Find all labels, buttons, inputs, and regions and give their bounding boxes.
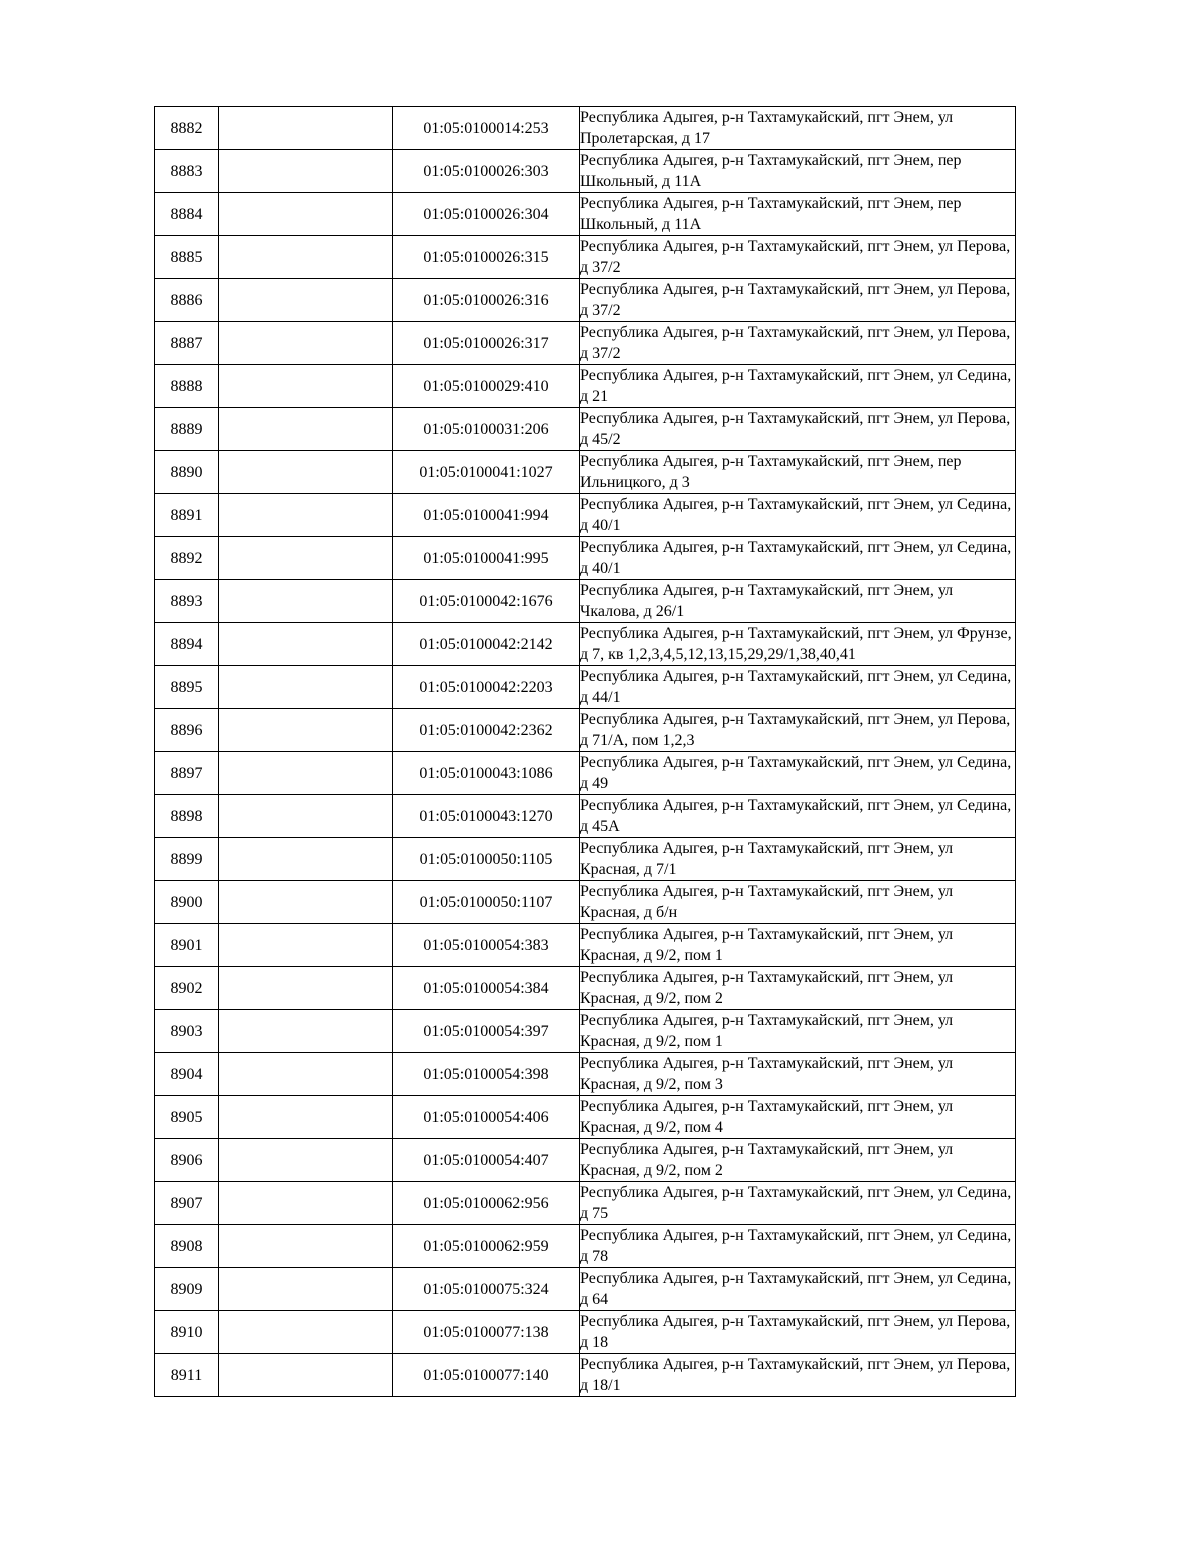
empty-cell xyxy=(219,838,393,881)
cadastral-number-cell: 01:05:0100054:407 xyxy=(393,1139,580,1182)
table-row xyxy=(155,451,1016,494)
table-row xyxy=(155,795,1016,838)
row-number-cell: 8899 xyxy=(155,838,219,881)
table-row xyxy=(155,279,1016,322)
address-cell: Республика Адыгея, р-н Тахтамукайский, пгт Энем, ул Чкалова, д 26/1 xyxy=(580,580,1016,623)
address-cell: Республика Адыгея, р-н Тахтамукайский, пгт Энем, ул Седина, д 45А xyxy=(580,795,1016,838)
table-row xyxy=(155,408,1016,451)
table-row xyxy=(155,623,1016,666)
table-row xyxy=(155,107,1016,150)
table-row xyxy=(155,666,1016,709)
cadastral-number-cell: 01:05:0100075:324 xyxy=(393,1268,580,1311)
table-row xyxy=(155,1354,1016,1397)
table-row xyxy=(155,709,1016,752)
cadastral-number-cell: 01:05:0100054:398 xyxy=(393,1053,580,1096)
table-row xyxy=(155,838,1016,881)
row-number-cell: 8889 xyxy=(155,408,219,451)
table-row xyxy=(155,537,1016,580)
empty-cell xyxy=(219,451,393,494)
row-number-cell: 8885 xyxy=(155,236,219,279)
address-cell: Республика Адыгея, р-н Тахтамукайский, пгт Энем, ул Седина, д 64 xyxy=(580,1268,1016,1311)
address-cell: Республика Адыгея, р-н Тахтамукайский, пгт Энем, ул Седина, д 75 xyxy=(580,1182,1016,1225)
row-number-cell: 8893 xyxy=(155,580,219,623)
address-cell: Республика Адыгея, р-н Тахтамукайский, пгт Энем, ул Красная, д 9/2, пом 1 xyxy=(580,1010,1016,1053)
row-number-cell: 8904 xyxy=(155,1053,219,1096)
cadastral-number-cell: 01:05:0100041:1027 xyxy=(393,451,580,494)
cadastral-number-cell: 01:05:0100042:1676 xyxy=(393,580,580,623)
cadastral-number-cell: 01:05:0100050:1105 xyxy=(393,838,580,881)
row-number-cell: 8907 xyxy=(155,1182,219,1225)
address-cell: Республика Адыгея, р-н Тахтамукайский, пгт Энем, ул Перова, д 18 xyxy=(580,1311,1016,1354)
row-number-cell: 8903 xyxy=(155,1010,219,1053)
row-number-cell: 8901 xyxy=(155,924,219,967)
row-number-cell: 8900 xyxy=(155,881,219,924)
row-number-cell: 8894 xyxy=(155,623,219,666)
table-row xyxy=(155,881,1016,924)
empty-cell xyxy=(219,1139,393,1182)
cadastral-number-cell: 01:05:0100014:253 xyxy=(393,107,580,150)
row-number-cell: 8884 xyxy=(155,193,219,236)
address-cell: Республика Адыгея, р-н Тахтамукайский, пгт Энем, ул Красная, д 7/1 xyxy=(580,838,1016,881)
cadastral-number-cell: 01:05:0100054:384 xyxy=(393,967,580,1010)
empty-cell xyxy=(219,1354,393,1397)
cadastral-number-cell: 01:05:0100026:317 xyxy=(393,322,580,365)
empty-cell xyxy=(219,494,393,537)
empty-cell xyxy=(219,1053,393,1096)
empty-cell xyxy=(219,709,393,752)
address-cell: Республика Адыгея, р-н Тахтамукайский, пгт Энем, ул Седина, д 44/1 xyxy=(580,666,1016,709)
row-number-cell: 8902 xyxy=(155,967,219,1010)
cadastral-number-cell: 01:05:0100041:994 xyxy=(393,494,580,537)
row-number-cell: 8908 xyxy=(155,1225,219,1268)
address-cell: Республика Адыгея, р-н Тахтамукайский, пгт Энем, ул Перова, д 18/1 xyxy=(580,1354,1016,1397)
cadastral-number-cell: 01:05:0100054:383 xyxy=(393,924,580,967)
cadastral-number-cell: 01:05:0100077:138 xyxy=(393,1311,580,1354)
address-cell: Республика Адыгея, р-н Тахтамукайский, пгт Энем, ул Красная, д 9/2, пом 1 xyxy=(580,924,1016,967)
table-row xyxy=(155,1010,1016,1053)
table-row xyxy=(155,1139,1016,1182)
cadastral-number-cell: 01:05:0100026:303 xyxy=(393,150,580,193)
address-cell: Республика Адыгея, р-н Тахтамукайский, пгт Энем, ул Седина, д 78 xyxy=(580,1225,1016,1268)
empty-cell xyxy=(219,752,393,795)
cadastral-number-cell: 01:05:0100031:206 xyxy=(393,408,580,451)
table-row xyxy=(155,322,1016,365)
empty-cell xyxy=(219,1268,393,1311)
empty-cell xyxy=(219,193,393,236)
table-row xyxy=(155,924,1016,967)
table-row xyxy=(155,1225,1016,1268)
empty-cell xyxy=(219,580,393,623)
address-cell: Республика Адыгея, р-н Тахтамукайский, пгт Энем, ул Фрунзе, д 7, кв 1,2,3,4,5,12,13,15,29,29/1,38,40,41 xyxy=(580,623,1016,666)
empty-cell xyxy=(219,1182,393,1225)
cadastral-number-cell: 01:05:0100041:995 xyxy=(393,537,580,580)
address-cell: Республика Адыгея, р-н Тахтамукайский, пгт Энем, ул Перова, д 37/2 xyxy=(580,322,1016,365)
row-number-cell: 8895 xyxy=(155,666,219,709)
empty-cell xyxy=(219,236,393,279)
row-number-cell: 8896 xyxy=(155,709,219,752)
address-cell: Республика Адыгея, р-н Тахтамукайский, пгт Энем, ул Красная, д 9/2, пом 4 xyxy=(580,1096,1016,1139)
table-row xyxy=(155,193,1016,236)
registry-table-body xyxy=(155,107,1016,1397)
address-cell: Республика Адыгея, р-н Тахтамукайский, пгт Энем, пер Ильницкого, д 3 xyxy=(580,451,1016,494)
address-cell: Республика Адыгея, р-н Тахтамукайский, пгт Энем, ул Седина, д 40/1 xyxy=(580,537,1016,580)
row-number-cell: 8898 xyxy=(155,795,219,838)
table-row xyxy=(155,150,1016,193)
address-cell: Республика Адыгея, р-н Тахтамукайский, пгт Энем, ул Красная, д 9/2, пом 2 xyxy=(580,1139,1016,1182)
row-number-cell: 8911 xyxy=(155,1354,219,1397)
empty-cell xyxy=(219,408,393,451)
address-cell: Республика Адыгея, р-н Тахтамукайский, пгт Энем, пер Школьный, д 11А xyxy=(580,193,1016,236)
address-cell: Республика Адыгея, р-н Тахтамукайский, пгт Энем, ул Красная, д 9/2, пом 2 xyxy=(580,967,1016,1010)
empty-cell xyxy=(219,924,393,967)
row-number-cell: 8882 xyxy=(155,107,219,150)
cadastral-number-cell: 01:05:0100062:956 xyxy=(393,1182,580,1225)
row-number-cell: 8892 xyxy=(155,537,219,580)
row-number-cell: 8897 xyxy=(155,752,219,795)
registry-table xyxy=(154,106,1016,1397)
empty-cell xyxy=(219,881,393,924)
cadastral-number-cell: 01:05:0100077:140 xyxy=(393,1354,580,1397)
row-number-cell: 8890 xyxy=(155,451,219,494)
address-cell: Республика Адыгея, р-н Тахтамукайский, пгт Энем, ул Перова, д 37/2 xyxy=(580,279,1016,322)
address-cell: Республика Адыгея, р-н Тахтамукайский, пгт Энем, ул Седина, д 40/1 xyxy=(580,494,1016,537)
empty-cell xyxy=(219,1311,393,1354)
row-number-cell: 8883 xyxy=(155,150,219,193)
empty-cell xyxy=(219,1010,393,1053)
cadastral-number-cell: 01:05:0100026:304 xyxy=(393,193,580,236)
empty-cell xyxy=(219,365,393,408)
cadastral-number-cell: 01:05:0100042:2203 xyxy=(393,666,580,709)
address-cell: Республика Адыгея, р-н Тахтамукайский, пгт Энем, ул Перова, д 37/2 xyxy=(580,236,1016,279)
empty-cell xyxy=(219,1096,393,1139)
address-cell: Республика Адыгея, р-н Тахтамукайский, пгт Энем, ул Перова, д 45/2 xyxy=(580,408,1016,451)
table-row xyxy=(155,752,1016,795)
cadastral-number-cell: 01:05:0100043:1086 xyxy=(393,752,580,795)
address-cell: Республика Адыгея, р-н Тахтамукайский, пгт Энем, ул Седина, д 21 xyxy=(580,365,1016,408)
cadastral-number-cell: 01:05:0100054:406 xyxy=(393,1096,580,1139)
empty-cell xyxy=(219,795,393,838)
address-cell: Республика Адыгея, р-н Тахтамукайский, пгт Энем, ул Красная, д 9/2, пом 3 xyxy=(580,1053,1016,1096)
row-number-cell: 8909 xyxy=(155,1268,219,1311)
cadastral-number-cell: 01:05:0100029:410 xyxy=(393,365,580,408)
row-number-cell: 8906 xyxy=(155,1139,219,1182)
table-row xyxy=(155,1268,1016,1311)
table-row xyxy=(155,1096,1016,1139)
row-number-cell: 8891 xyxy=(155,494,219,537)
address-cell: Республика Адыгея, р-н Тахтамукайский, пгт Энем, ул Седина, д 49 xyxy=(580,752,1016,795)
table-row xyxy=(155,1053,1016,1096)
cadastral-number-cell: 01:05:0100042:2142 xyxy=(393,623,580,666)
row-number-cell: 8910 xyxy=(155,1311,219,1354)
table-row xyxy=(155,1182,1016,1225)
table-row xyxy=(155,236,1016,279)
table-row xyxy=(155,580,1016,623)
empty-cell xyxy=(219,1225,393,1268)
row-number-cell: 8905 xyxy=(155,1096,219,1139)
address-cell: Республика Адыгея, р-н Тахтамукайский, пгт Энем, пер Школьный, д 11А xyxy=(580,150,1016,193)
cadastral-number-cell: 01:05:0100050:1107 xyxy=(393,881,580,924)
empty-cell xyxy=(219,322,393,365)
empty-cell xyxy=(219,666,393,709)
address-cell: Республика Адыгея, р-н Тахтамукайский, пгт Энем, ул Пролетарская, д 17 xyxy=(580,107,1016,150)
cadastral-number-cell: 01:05:0100062:959 xyxy=(393,1225,580,1268)
table-row xyxy=(155,967,1016,1010)
cadastral-number-cell: 01:05:0100042:2362 xyxy=(393,709,580,752)
address-cell: Республика Адыгея, р-н Тахтамукайский, пгт Энем, ул Перова, д 71/А, пом 1,2,3 xyxy=(580,709,1016,752)
empty-cell xyxy=(219,967,393,1010)
cadastral-number-cell: 01:05:0100026:315 xyxy=(393,236,580,279)
table-row xyxy=(155,1311,1016,1354)
empty-cell xyxy=(219,623,393,666)
cadastral-number-cell: 01:05:0100043:1270 xyxy=(393,795,580,838)
row-number-cell: 8888 xyxy=(155,365,219,408)
address-cell: Республика Адыгея, р-н Тахтамукайский, пгт Энем, ул Красная, д б/н xyxy=(580,881,1016,924)
table-row xyxy=(155,494,1016,537)
empty-cell xyxy=(219,537,393,580)
empty-cell xyxy=(219,150,393,193)
empty-cell xyxy=(219,107,393,150)
cadastral-number-cell: 01:05:0100026:316 xyxy=(393,279,580,322)
cadastral-number-cell: 01:05:0100054:397 xyxy=(393,1010,580,1053)
table-row xyxy=(155,365,1016,408)
row-number-cell: 8887 xyxy=(155,322,219,365)
empty-cell xyxy=(219,279,393,322)
row-number-cell: 8886 xyxy=(155,279,219,322)
